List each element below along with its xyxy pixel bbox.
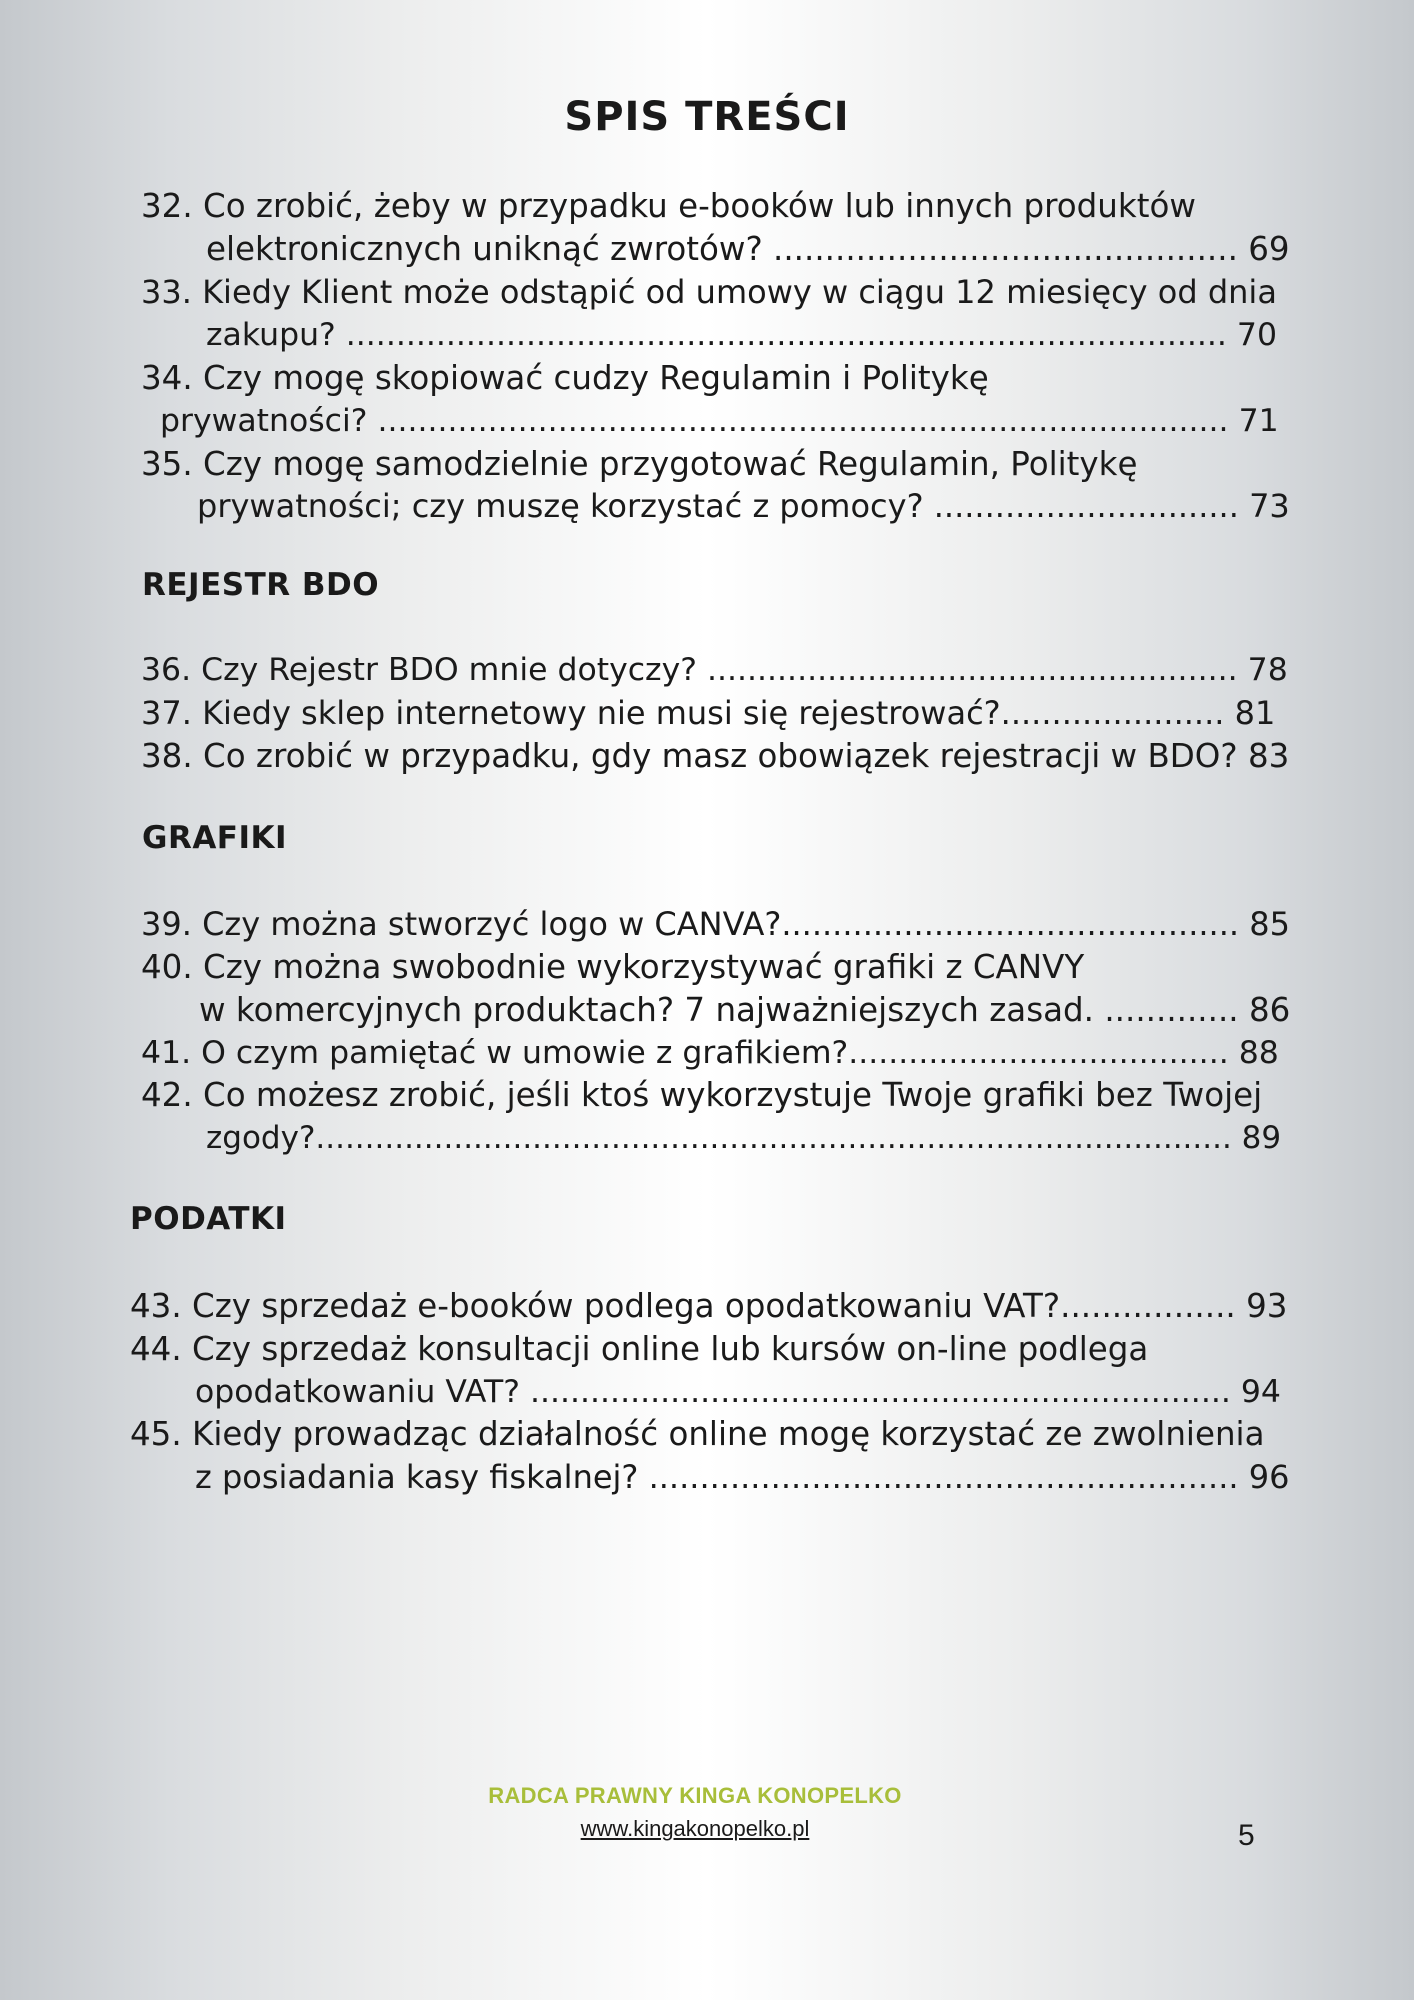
section-heading-grafiki: GRAFIKI [142,820,288,856]
toc-entry-34-line-1: 34. Czy mogę skopiować cudzy Regulamin i Politykę [141,359,989,397]
toc-entry-45-line-2: z posiadania kasy fiskalnej? .......................................................... 96 [195,1458,1290,1496]
toc-entry-37: 37. Kiedy sklep internetowy nie musi się rejestrować?...................... 81 [141,694,1276,732]
toc-entry-32-line-2: elektronicznych uniknąć zwrotów? ............................................. 69 [206,230,1290,268]
toc-entry-38: 38. Co zrobić w przypadku, gdy masz obowiązek rejestracji w BDO? 83 [141,737,1290,775]
toc-entry-35-line-1: 35. Czy mogę samodzielnie przygotować Regulamin, Politykę [141,445,1138,483]
toc-entry-41: 41. O czym pamiętać w umowie z grafikiem?...................................... 88 [141,1035,1279,1071]
toc-entry-40-line-1: 40. Czy można swobodnie wykorzystywać grafiki z CANVY [141,948,1085,986]
toc-entry-34-line-2: prywatności? ..................................................................................... 71 [160,403,1279,439]
toc-entry-44-line-2: opodatkowaniu VAT? ...................................................................... 94 [195,1374,1281,1410]
page-title: SPIS TREŚCI [564,94,850,140]
toc-entry-44-line-1: 44. Czy sprzedaż konsultacji online lub kursów on-line podlega [130,1330,1149,1368]
toc-entry-42-line-1: 42. Co możesz zrobić, jeśli ktoś wykorzystuje Twoje grafiki bez Twojej [141,1076,1263,1114]
toc-entry-40-line-2: w komercyjnych produktach? 7 najważniejszych zasad. ............. 86 [199,991,1291,1029]
toc-entry-32-line-1: 32. Co zrobić, żeby w przypadku e-booków lub innych produktów [141,187,1196,225]
page-number: 5 [1238,1819,1255,1852]
toc-entry-36: 36. Czy Rejestr BDO mnie dotyczy? ..................................................... 78 [141,652,1288,688]
section-heading-bdo: REJESTR BDO [142,567,380,603]
section-heading-podatki: PODATKI [130,1201,287,1237]
toc-entry-33-line-1: 33. Kiedy Klient może odstąpić od umowy w ciągu 12 miesięcy od dnia [141,273,1277,311]
toc-entry-39: 39. Czy można stworzyć logo w CANVA?............................................. 85 [141,905,1290,943]
toc-entry-35-line-2: prywatności; czy muszę korzystać z pomocy? .............................. 73 [197,487,1290,525]
footer-brand: RADCA PRAWNY KINGA KONOPELKO [488,1783,902,1808]
toc-entry-33-line-2: zakupu? ........................................................................................ 70 [206,317,1277,353]
footer-website-link[interactable]: www.kingakonopelko.pl [580,1816,810,1841]
toc-entry-43: 43. Czy sprzedaż e-booków podlega opodatkowaniu VAT?................. 93 [130,1287,1288,1325]
toc-entry-45-line-1: 45. Kiedy prowadząc działalność online mogę korzystać ze zwolnienia [130,1415,1265,1453]
toc-entry-42-line-2: zgody?............................................................................................. 89 [206,1120,1282,1156]
